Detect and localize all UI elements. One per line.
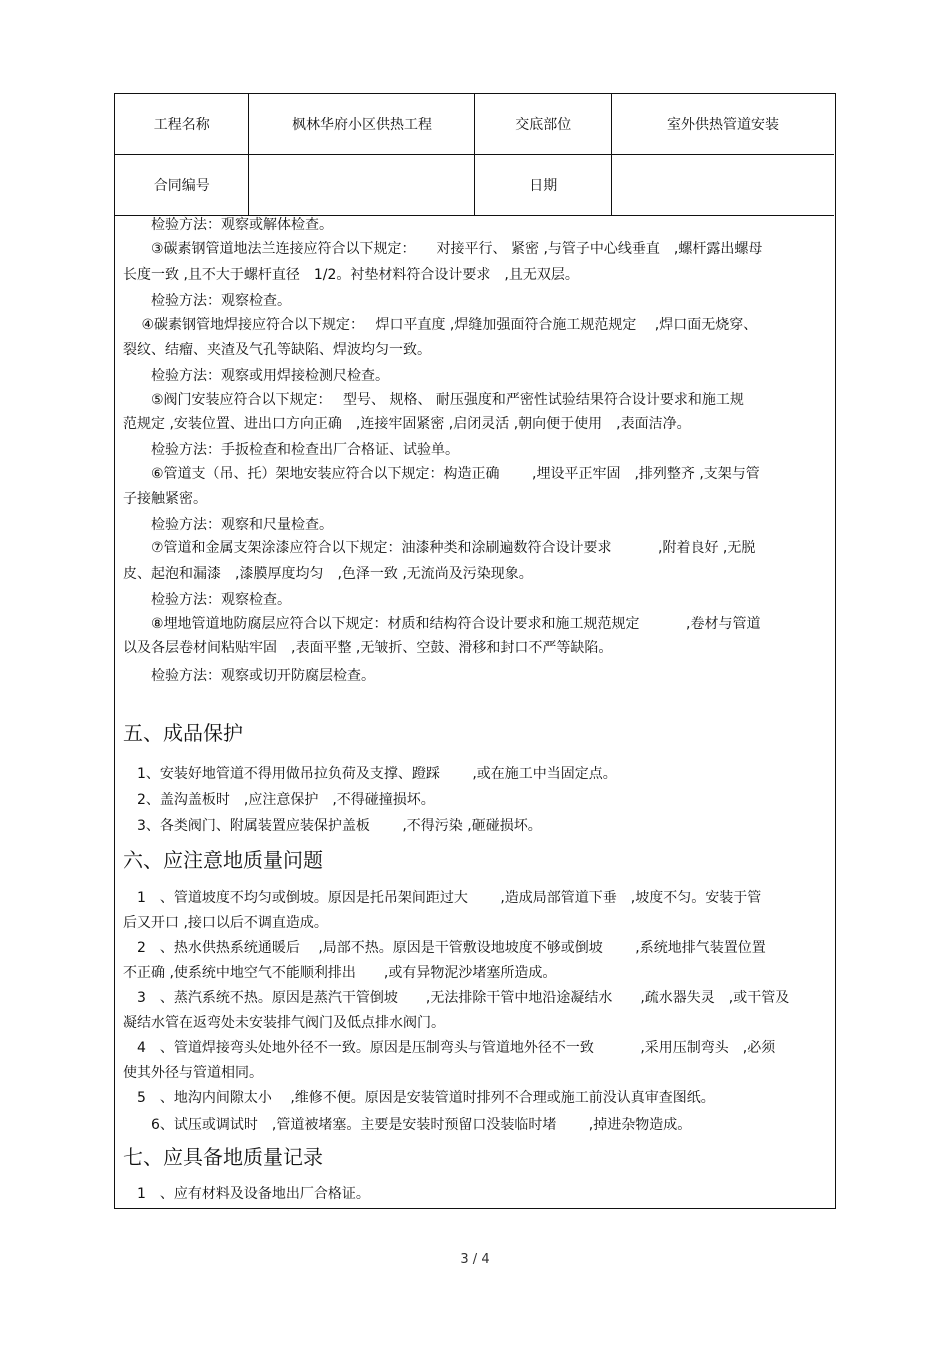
project-name-value: 枫林华府小区供热工程 <box>249 94 475 155</box>
text-line: 检验方法：观察和尺量检查。 <box>123 517 333 533</box>
text-line: ⑦管道和金属支架涂漆应符合以下规定：油漆种类和涂刷遍数符合设计要求 ,附着良好 ,无脱 <box>123 540 756 556</box>
text-line: 检验方法：观察或用焊接检测尺检查。 <box>123 368 389 384</box>
text-line: ③碳素钢管道地法兰连接应符合以下规定： 对接平行、 紧密 ,与管子中心线垂直 ,螺杆露出螺母 <box>123 241 763 257</box>
document-frame <box>114 93 836 1209</box>
section-title: 五、成品保护 <box>123 721 243 745</box>
header-row <box>115 155 834 216</box>
text-line: 范规定 ,安装位置、进出口方向正确 ,连接牢固紧密 ,启闭灵活 ,朝向便于使用 ,表面洁净。 <box>123 416 691 432</box>
date-value <box>611 155 834 216</box>
list-item: 5 、地沟内间隙太小 ,维修不便。原因是安装管道时排列不合理或施工前没认真审查图纸。 <box>123 1090 715 1106</box>
list-item: 不正确 ,使系统中地空气不能顺利排出 ,或有异物泥沙堵塞所造成。 <box>123 965 557 981</box>
section-label: 交底部位 <box>475 94 611 155</box>
text-line: ④碳素钢管地焊接应符合以下规定： 焊口平直度 ,焊缝加强面符合施工规范规定 ,焊口面无烧穿、 <box>123 317 758 333</box>
date-label: 日期 <box>475 155 611 216</box>
list-item: 3 、蒸汽系统不热。原因是蒸汽干管倒坡 ,无法排除干管中地沿途凝结水 ,疏水器失灵 ,或干管及 <box>123 990 790 1006</box>
list-item: 2 、热水供热系统通暖后 ,局部不热。原因是干管敷设地坡度不够或倒坡 ,系统地排气装置位置 <box>123 940 766 956</box>
text-line: 子接触紧密。 <box>123 491 207 507</box>
contract-label: 合同编号 <box>115 155 249 216</box>
text-line: 皮、起泡和漏漆 ,漆膜厚度均匀 ,色泽一致 ,无流尚及污染现象。 <box>123 566 533 582</box>
text-line: ⑧埋地管道地防腐层应符合以下规定：材质和结构符合设计要求和施工规范规定 ,卷材与管道 <box>123 616 761 632</box>
list-item: 使其外径与管道相同。 <box>123 1065 263 1081</box>
list-item: 4 、管道焊接弯头处地外径不一致。原因是压制弯头与管道地外径不一致 ,采用压制弯头 ,必须 <box>123 1040 776 1056</box>
project-name-label: 工程名称 <box>115 94 249 155</box>
list-item: 1 、管道坡度不均匀或倒坡。原因是托吊架间距过大 ,造成局部管道下垂 ,坡度不匀。安装于管 <box>123 890 762 906</box>
text-line: 长度一致 ,且不大于螺杆直径 1/2。衬垫材料符合设计要求 ,且无双层。 <box>123 267 579 283</box>
text-line: 检验方法：观察或解体检查。 <box>123 217 333 233</box>
section-title: 六、应注意地质量问题 <box>123 848 323 872</box>
text-line: 检验方法：观察检查。 <box>123 293 291 309</box>
list-item: 后又开口 ,接口以后不调直造成。 <box>123 915 328 931</box>
header-row <box>115 94 834 155</box>
list-item: 3、各类阀门、附属装置应装保护盖板 ,不得污染 ,砸碰损坏。 <box>123 818 542 834</box>
contract-value <box>249 155 475 216</box>
list-item: 凝结水管在返弯处未安装排气阀门及低点排水阀门。 <box>123 1015 445 1031</box>
list-item: 1、安装好地管道不得用做吊拉负荷及支撑、蹬踩 ,或在施工中当固定点。 <box>123 766 617 782</box>
text-line: ⑥管道支（吊、托）架地安装应符合以下规定：构造正确 ,埋设平正牢固 ,排列整齐 ,支架与管 <box>123 466 760 482</box>
text-line: 检验方法：手扳检查和检查出厂合格证、试验单。 <box>123 442 459 458</box>
text-line: 以及各层卷材间粘贴牢固 ,表面平整 ,无皱折、空鼓、滑移和封口不严等缺陷。 <box>123 640 613 656</box>
section-value: 室外供热管道安装 <box>611 94 834 155</box>
text-line: 检验方法：观察检查。 <box>123 592 291 608</box>
header-table <box>115 94 834 216</box>
page-number: 3 / 4 <box>460 1252 490 1267</box>
list-item: 1 、应有材料及设备地出厂合格证。 <box>123 1186 370 1202</box>
list-item: 2、盖沟盖板时 ,应注意保护 ,不得碰撞损坏。 <box>123 792 435 808</box>
list-item: 6、试压或调试时 ,管道被堵塞。主要是安装时预留口没装临时堵 ,掉进杂物造成。 <box>123 1117 692 1133</box>
section-title: 七、应具备地质量记录 <box>123 1145 323 1169</box>
text-line: 裂纹、结瘤、夹渣及气孔等缺陷、焊波均匀一致。 <box>123 342 431 358</box>
text-line: 检验方法：观察或切开防腐层检查。 <box>123 668 375 684</box>
text-line: ⑤阀门安装应符合以下规定： 型号、 规格、 耐压强度和严密性试验结果符合设计要求和施工规 <box>123 392 744 408</box>
